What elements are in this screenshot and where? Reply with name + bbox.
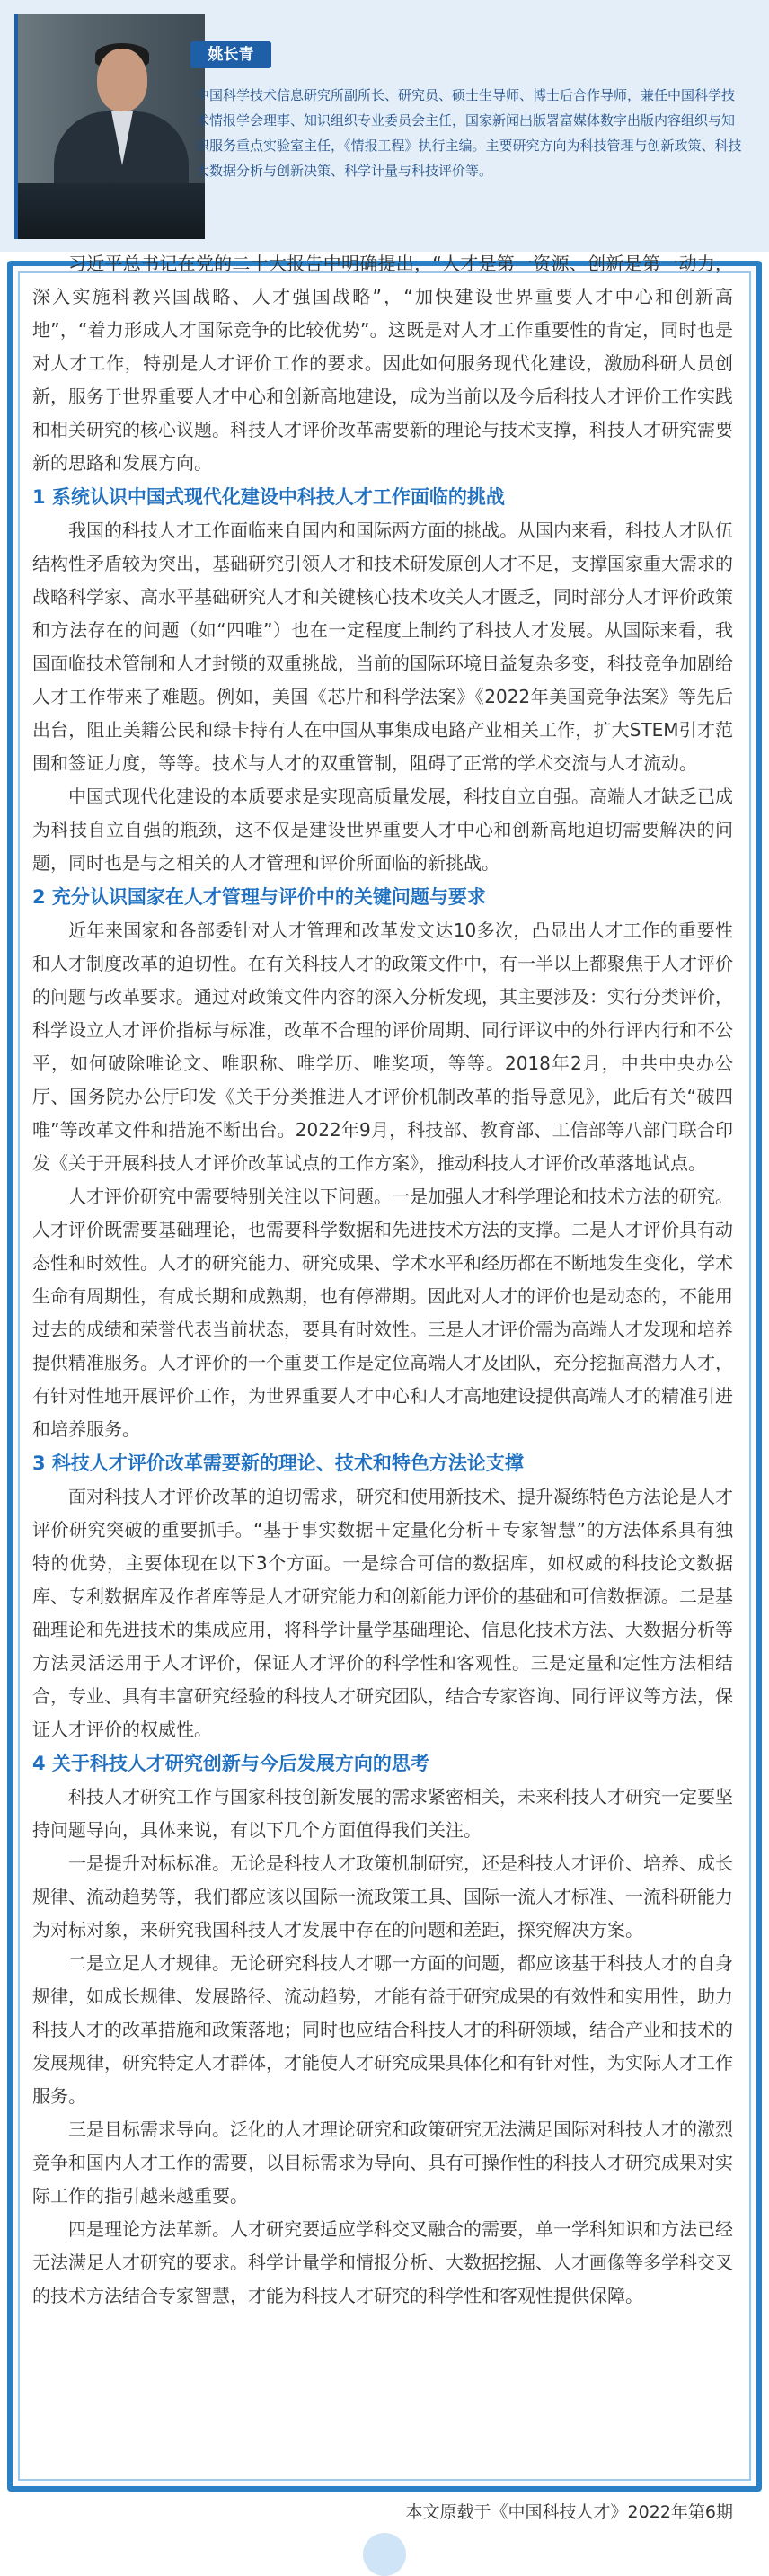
paragraph: 面对科技人才评价改革的迫切需求，研究和使用新技术、提升凝练特色方法论是人才评价研究突破的重要抓手。“基于事实数据＋定量化分析＋专家智慧”的方法体系具有独特的优势，主要体现在以下3个方面。一是综合可信的数据库，如权威的科技论文数据库、专利数据库及作者库等是人才研究能力和创新能力评价的基础和可信数据源。二是基础理论和先进技术的集成应用，将科学计量学基础理论、信息化技术方法、大数据分析等方法灵活运用于人才评价，保证人才评价的科学性和客观性。三是定量和定性方法相结合，专业、具有丰富研究经验的科技人才研究团队，结合专家咨询、同行评议等方法，保证人才评价的权威性。 — [32, 1486, 733, 1740]
paragraph: 三是目标需求导向。泛化的人才理论研究和政策研究无法满足国际对科技人才的激烈竞争和国内人才工作的需要，以目标需求为导向、具有可操作性的科技人才研究成果对实际工作的指引越来越重要。 — [32, 2119, 733, 2207]
author-photo — [14, 14, 205, 239]
paragraph: 一是提升对标标准。无论是科技人才政策机制研究，还是科技人才评价、培养、成长规律、流动趋势等，我们都应该以国际一流政策工具、国际一流人才标准、一流科研能力为对标对象，来研究我国科技人才发展中存在的问题和差距，探究解决方案。 — [32, 1852, 733, 1941]
article-intro: 习近平总书记在党的二十大报告中明确提出，“人才是第一资源、创新是第一动力，深入实施科教兴国战略、人才强国战略”，“加快建设世界重要人才中心和创新高地”，“着力形成人才国际竞争的比较优势”。这既是对人才工作重要性的肯定，同时也是对人才工作，特别是人才评价工作的要求。因此如何服务现代化建设，激励科研人员创新，服务于世界重要人才中心和创新高地建设，成为当前以及今后科技人才评价工作实践和相关研究的核心议题。科技人才评价改革需要新的理论与技术支撑，科技人才研究需要新的思路和发展方向。 — [32, 253, 733, 474]
section-heading-4: 4 关于科技人才研究创新与今后发展方向的思考 — [32, 1753, 429, 1774]
paragraph: 我国的科技人才工作面临来自国内和国际两方面的挑战。从国内来看，科技人才队伍结构性矛盾较为突出，基础研究引领人才和技术研发原创人才不足，支撑国家重大需求的战略科学家、高水平基础研究人才和关键核心技术攻关人才匮乏，同时部分人才评价政策和方法存在的问题（如“四唯”）也在一定程度上制约了科技人才发展。从国际来看，我国面临技术管制和人才封锁的双重挑战，当前的国际环境日益复杂多变，科技竞争加剧给人才工作带来了难题。例如，美国《芯片和科学法案》《2022年美国竞争法案》等先后出台，阻止美籍公民和绿卡持有人在中国从事集成电路产业相关工作，扩大STEM引才范围和签证力度，等等。技术与人才的双重管制，阻碍了正常的学术交流与人才流动。 — [32, 520, 733, 774]
decorative-dot — [363, 2533, 406, 2576]
paragraph: 近年来国家和各部委针对人才管理和改革发文达10多次，凸显出人才工作的重要性和人才制度改革的迫切性。在有关科技人才的政策文件中，有一半以上都聚焦于人才评价的问题与改革要求。通过对政策文件内容的深入分析发现，其主要涉及：实行分类评价，科学设立人才评价指标与标准，改革不合理的评价周期、同行评议中的外行评内行和不公平，如何破除唯论文、唯职称、唯学历、唯奖项，等等。2018年2月，中共中央办公厅、国务院办公厅印发《关于分类推进人才评价机制改革的指导意见》，此后有关“破四唯”等改革文件和措施不断出台。2022年9月，科技部、教育部、工信部等八部门联合印发《关于开展科技人才评价改革试点的工作方案》，推动科技人才评价改革落地试点。 — [32, 919, 733, 1174]
author-name-tag: 姚长青 — [190, 41, 271, 68]
paragraph: 科技人才研究工作与国家科技创新发展的需求紧密相关，未来科技人才研究一定要坚持问题导向，具体来说，有以下几个方面值得我们关注。 — [32, 1786, 733, 1841]
author-bio-text: 中国科学技术信息研究所副所长、研究员、硕士生导师、博士后合作导师，兼任中国科学技术情报学会理事、知识组织专业委员会主任，国家新闻出版署富媒体数字出版内容组织与知识服务重点实验室主任，《情报工程》执行主编。主要研究方向为科技管理与创新政策、科技大数据分析与创新决策、科学计量与科技评价等。 — [196, 87, 742, 179]
source-note: 本文原载于《中国科技人才》2022年第6期 — [405, 2502, 733, 2522]
paragraph: 二是立足人才规律。无论研究科技人才哪一方面的问题，都应该基于科技人才的自身规律，如成长规律、发展路径、流动趋势，才能有益于研究成果的有效性和实用性，助力科技人才的改革措施和政策落地；同时也应结合科技人才的科研领域，结合产业和技术的发展规律，研究特定人才群体，才能使人才研究成果具体化和有针对性，为实际人才工作服务。 — [32, 1952, 733, 2107]
podium — [18, 183, 205, 239]
section-heading-3: 3 科技人才评价改革需要新的理论、技术和特色方法论支撑 — [32, 1452, 524, 1474]
paragraph: 中国式现代化建设的本质要求是实现高质量发展，科技自立自强。高端人才缺乏已成为科技自立自强的瓶颈，这不仅是建设世界重要人才中心和创新高地迫切需要解决的问题，同时也是与之相关的人才管理和评价所面临的新挑战。 — [32, 786, 733, 874]
paragraph: 人才评价研究中需要特别关注以下问题。一是加强人才科学理论和技术方法的研究。人才评价既需要基础理论，也需要科学数据和先进技术方法的支撑。二是人才评价具有动态性和时效性。人才的研究能力、研究成果、学术水平和经历都在不断地发生变化，学术生命有周期性，有成长期和成熟期，也有停滞期。因此对人才的评价也是动态的，不能用过去的成绩和荣誉代表当前状态，要具有时效性。三是人才评价需为高端人才发现和培养提供精准服务。人才评价的一个重要工作是定位高端人才及团队，充分挖掘高潜力人才，有针对性地开展评价工作，为世界重要人才中心和人才高地建设提供高端人才的精准引进和培养服务。 — [32, 1186, 733, 1440]
author-bio-card — [0, 0, 769, 255]
section-heading-2: 2 充分认识国家在人才管理与评价中的关键问题与要求 — [32, 886, 486, 908]
article-body — [32, 247, 733, 2313]
paragraph: 四是理论方法革新。人才研究要适应学科交叉融合的需要，单一学科知识和方法已经无法满足人才研究的要求。科学计量学和情报分析、大数据挖掘、人才画像等多学科交叉的技术方法结合专家智慧，才能为科技人才研究的科学性和客观性提供保障。 — [32, 2218, 733, 2306]
section-heading-1: 1 系统认识中国式现代化建设中科技人才工作面临的挑战 — [32, 486, 505, 508]
